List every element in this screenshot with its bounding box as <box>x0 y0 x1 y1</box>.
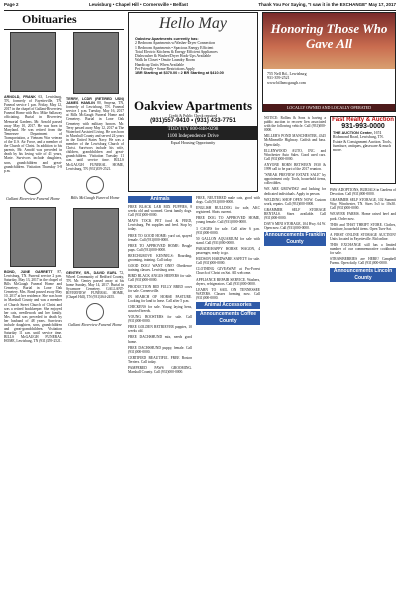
obituary-text: 72, Wheel Community of Bedford County, TN. Mr. Gentry passed away at his home Sunday, May 14, 2017. Burial in Sycamore Cemetery. GALLANT-RIVERVIEW FUNERAL HOME, (Chapel Hill), TN (931)364-2455. <box>66 270 124 300</box>
classified-ad: "SNEAK PREVIEW ESTATE SALE" by appointment only. Tools, household items, collectibles. <box>264 173 326 186</box>
classified-ad: LEARN TO SAIL ON TENNESSEE WATERS. Classes forming now. Call (931)000-0000. <box>196 287 260 300</box>
oakview-feature: Walk In Closet • Onsite Laundry Room <box>135 58 195 63</box>
funeral-home-logo: Bills McGaugh Funeral Home <box>66 176 124 200</box>
classified-ad: THIS EXCHANGE still has a limited number of our commemorative cookbooks for sale. <box>330 243 396 256</box>
classified-ad: THIS and THAT THRIFT STORE. Clothes, furniture, household items. Open Tues-Sat. <box>330 222 396 231</box>
classified-ad: YOUNG BOOSTERS for sale. Call (931)000-0000. <box>128 315 192 324</box>
classified-ad: 3 CAGES for sale. Call after 6 p.m. (931)000-0000. <box>196 226 260 235</box>
page-date: Thank You For Saying, "I saw it in the EXCHANGE" May 17, 2017 <box>258 2 396 7</box>
auction-text: 1674 Richmond Road, Lewisburg, TN. Estate & Consignment Auction. Tools, furniture, antiques, glassware & much more. <box>333 131 392 153</box>
obituary-name: GENTRY, SR., DAVID EARL <box>66 270 117 275</box>
classified-ad: GRAMMER SELF STORAGE, 102 Summit Way, Winchester, TN. Sizes 5x5 to 10x30. Call (931)000-0000. <box>330 198 396 211</box>
obituary-name: TERRY, LCDR (RETIRED USN) JAMES HAMLIN <box>66 97 124 106</box>
oakview-eho: Equal Housing Opportunity <box>170 139 216 145</box>
auction-title: THE AUCTION Center, <box>333 131 373 135</box>
classified-ad: A FIRST ONLINE STORAGE AUCTION! Units located in Fayetteville. Bid online. <box>330 232 396 241</box>
bills-website: www.billsmcgaugh.com <box>267 79 306 85</box>
oakview-feature: Pet Friendly • Some Restrictions Apply <box>135 67 195 72</box>
classified-ad: FREE DACHSHUND mix, needs good home. <box>128 335 192 344</box>
classified-ad: FREE GOLDEN RETRIEVER puppies, 10 weeks old. <box>128 325 192 334</box>
obituary-photo-gentry <box>73 208 119 268</box>
classified-ad: WEAVER FARMS. Home raised beef and pork. Order now. <box>330 212 396 221</box>
section-accessories: Animal Accessories <box>196 302 260 309</box>
classified-ad: GRAMMER SELF STORAGE RENTALS. Sizes available. Call (931)000-0000. <box>264 207 326 220</box>
obituary-text: 87, Lewisburg, TN. Funeral service 2 p.m. Saturday, May 13, 2017 in the chapel of Bills McGaugh Funeral Home and Cemetery. Burial in Lone Oak Cemetery. Mrs. Bond passed away May 10, 2017 at her residence. She was born in Marshall County and was a member of Church Street Church of Christ and was a retired bookkeeper. She enjoyed her cats, needlework and her family. Mrs. Bond was preceded in death by her husband of 48 years. Survivors include daughters, sons, grandchildren and great-grandchildren. Visitation Saturday 11 a.m. until service time. BILLS McGAUGH FUNERAL HOME, Lewisburg, TN (931)359-2521. <box>4 269 62 344</box>
oakview-feature-list <box>135 41 251 71</box>
obituary-photo-bond <box>10 207 56 267</box>
classified-ad: GOOD DOG! WANT ONE? Obedience training classes. Lewisburg area. <box>128 264 192 273</box>
classified-ad: CHICKENS for sale. Young laying hens, assorted breeds. <box>128 304 192 313</box>
section-lincoln: Announcements Lincoln County <box>330 268 396 282</box>
obituary-text: 80, Smyrna, TN, formerly of Lewisburg, TN. Funeral service 1 p.m. Tuesday, May 16, 2017 at Bills McGaugh Funeral Home and Cemetery. Burial in Lone Oak Cemetery with military honors. Mr. Terry passed away May 12, 2017 at The Waterford Assisted Living. He was born in Marshall County and served 24 years in the United States Navy. He was a member of the Lewisburg Church of Christ. Survivors include his wife, children, grandchildren and great-grandchildren. Visitation Tuesday 11 a.m. until service time. BILLS McGAUGH FUNERAL HOME, Lewisburg, TN (931)359-2521. <box>66 101 124 171</box>
classified-ad: FREE BLACK LAB MIX PUPPIES, 8 weeks old and wormed. Great family dogs. Call (931)000-0000. <box>128 205 192 218</box>
oakview-tty: TDD/TTY 800-848-0298 <box>129 126 257 133</box>
section-animals: Animals <box>128 196 192 203</box>
funeral-home-logo: Gallant Riverview Funeral Home <box>66 303 124 327</box>
classified-ad: APPLIANCE REPAIR SERVICE. Washers, dryers, refrigerators. Call (931)000-0000. <box>196 277 260 286</box>
oakview-feature: 2 Bedroom Apartments w/Washer-Dryer Connection <box>135 41 215 46</box>
oakview-feature: Total Electric Kitchens & Energy Efficient Appliances <box>135 49 218 54</box>
oakview-address: 1100 Independence Drive <box>129 133 257 140</box>
obituary-photo-terry <box>73 32 119 94</box>
classified-ad: BEECHGROVE KENNELS: Boarding, grooming, training. Call today. <box>128 253 192 263</box>
oakview-feature: Handicap Units When Available <box>135 62 184 67</box>
obituary-name: BOND, JUNE GARRETT <box>4 269 53 274</box>
classified-ad: DAV'S MINI STORAGE, 104 Hwy. 64 W. Open now. Call (931)000-0000. <box>264 222 326 231</box>
obituaries-section <box>4 12 124 612</box>
oakview-apartments-ad <box>128 12 258 192</box>
honoring-ad <box>262 12 396 112</box>
classified-ad: STRAWBERRIES are HERE! Campbell Farms. Open daily. Call (931)000-0000. <box>330 257 396 266</box>
obituary-text: 63, Lewisburg, TN, formerly of Fayetteville, TN. Funeral service 1 p.m. Friday, May 12, 2017 in the chapel of Gallant-Riverview Funeral Home with Bro. Mike Sallaway officiating. Burial in Riverview Memorial Gardens. Mr. Arnold passed away May 10, 2017. He was born in Maryland. He was retired from the Tennessee Department of Transportation, a Vietnam War veteran of the U.S. Air Force, and a member of the Church of Christ. In addition to his parents, Mr. Arnold was preceded in death by his loving wife of 41 years, Marie. Survivors include daughters, sons, grandchildren and great-grandchildren. Visitation Thursday 5-8 p.m. <box>4 95 62 173</box>
oakview-rent: 1BR Starting at $370.00 • 2 BR Starting at $410.00 <box>135 71 224 76</box>
classified-ad: ELLENWOOD AUTO, INC. and Winchester Auto Sales. Good used cars. Call (931)000-0000. <box>264 148 326 161</box>
classified-ad: NOTICE: Rollins & Sons is having a public auction to recover lien associated with the following vehicle. Call (931)000-0000. <box>264 116 326 133</box>
section-franklin: Announcements Franklin County <box>264 232 325 246</box>
classified-ad: HUDSON HARDWARE SAFETY for sale. Call (931)000-0000. <box>196 257 260 266</box>
classifieds-col-b <box>196 196 260 612</box>
classified-ad: FREE TO APPROVED HOME: Beagle pups. Call (931)000-0000. <box>128 243 192 252</box>
classified-ad: MILLER'S POND MANCHESTER, 4345 McMinnville Highway. Catfish and bass. Open daily. <box>264 134 326 147</box>
page-header <box>4 2 396 10</box>
classified-ad: PRODUCTION BID FULLY BRED cows for sale. Cornersville. <box>128 284 192 293</box>
funeral-home-logo: Gallant Riverview Funeral Home <box>4 177 62 201</box>
classified-ad: FREE DOG TO APPROVED HOME, young female. Call (931)000-0000. <box>196 216 260 225</box>
oakview-list-title: Oakview Apartments currently has: <box>135 37 199 41</box>
classified-ad: WE ARE GROWING! and looking for dedicated individuals. Apply in person. <box>264 187 326 196</box>
section-coffee: Announcements Coffee County <box>196 311 260 325</box>
oakview-feature: 1 Bedroom Apartments • Spacious Energy Efficient <box>135 45 214 50</box>
oakview-feature: Dishwasher & Washer/Dryer Hook-Ups Available <box>135 54 211 59</box>
classifieds-col-d <box>330 188 396 612</box>
classified-ad: PAW ADOPTIONS, BURIALS in Gardens of Devotion. Call (931)000-0000. <box>330 188 396 197</box>
auction-ad <box>330 116 396 184</box>
classified-ad: IN SEARCH OF HORSE PASTURE. Looking for land to lease. Call after 5 p.m. <box>128 294 192 303</box>
classified-ad: ANYONE BORN BETWEEN 1930 & 1999 call to be part of the 2017 reunion. <box>264 162 326 172</box>
classified-ad: PAMPERED PAWS GROOMING. Marshall County. Call (931)000-0000. <box>128 366 192 375</box>
bills-phone: 931-359-2521 <box>267 75 290 81</box>
realty-name: Fast Realty & Auction <box>332 117 394 123</box>
classified-ad: BIRD BLACK ANGUS HEIFERS for sale. Call (931)000-0000. <box>128 274 192 283</box>
hello-may-heading: Hello May <box>159 15 227 32</box>
page-number: Page 2 <box>4 2 19 7</box>
obituaries-title: Obituaries <box>22 12 77 26</box>
classified-ad: FREE, NEUTERED male cats, good with dogs. Call (931)000-0000. <box>196 196 260 205</box>
classified-ad: CLOTHING GIVEAWAY at Pro-Forest Church of Christ on Sat. All welcome. <box>196 267 260 276</box>
oakview-tagline: Credit & Public Check required <box>168 113 218 118</box>
classified-ad: WELDING SHOP OPEN NOW. Custom work, repairs. Call (931)000-0000. <box>264 197 326 206</box>
classifieds-col-c <box>264 116 326 612</box>
page-towns: Lewisburg • Chapel Hill • Cornersville • Belfast <box>88 2 188 7</box>
honoring-headline: Honoring Those Who Gave All <box>263 13 395 69</box>
classified-ad: 50 GALLON AQUARIUM for sale with stand. Call (931)000-0000. <box>196 236 260 245</box>
auction-phone: 931-993-0000 <box>341 123 385 130</box>
classifieds-col-a <box>128 196 192 612</box>
bills-address: 755 Nell Rd., Lewisburg <box>267 71 307 76</box>
classified-ad: ENGLISH BULLDOG for sale, AKC registered. Shots current. <box>196 206 260 215</box>
classified-ad: CERTIFIED BEAUTIFUL FREE Boston Terriers. Call today. <box>128 355 192 364</box>
bills-tagline: LOCALLY OWNED AND LOCALLY OPERATED <box>263 104 395 111</box>
classified-ad: MAYS TOCK PET food & FEED, Lewisburg. Pet supplies and feed. Stop by today. <box>128 219 192 232</box>
classified-ad: PARADE/HAPPY HORSE WAGON, 4 passenger, ready to go. <box>196 246 260 256</box>
obituary-photo-arnold <box>10 32 56 92</box>
oakview-phone: (931)557-9410 • (931) 433-7751 <box>150 117 236 124</box>
oakview-logo: Oakview Apartments <box>133 97 253 113</box>
classified-ad: FREE DACHSHUND puppy, female. Call (931)000-0000. <box>128 345 192 354</box>
obituary-name: ARNOLD, FRANK <box>4 95 36 99</box>
classified-ad: FREE TO GOOD HOME: yard cat, spayed female. Call (931)000-0000. <box>128 233 192 242</box>
